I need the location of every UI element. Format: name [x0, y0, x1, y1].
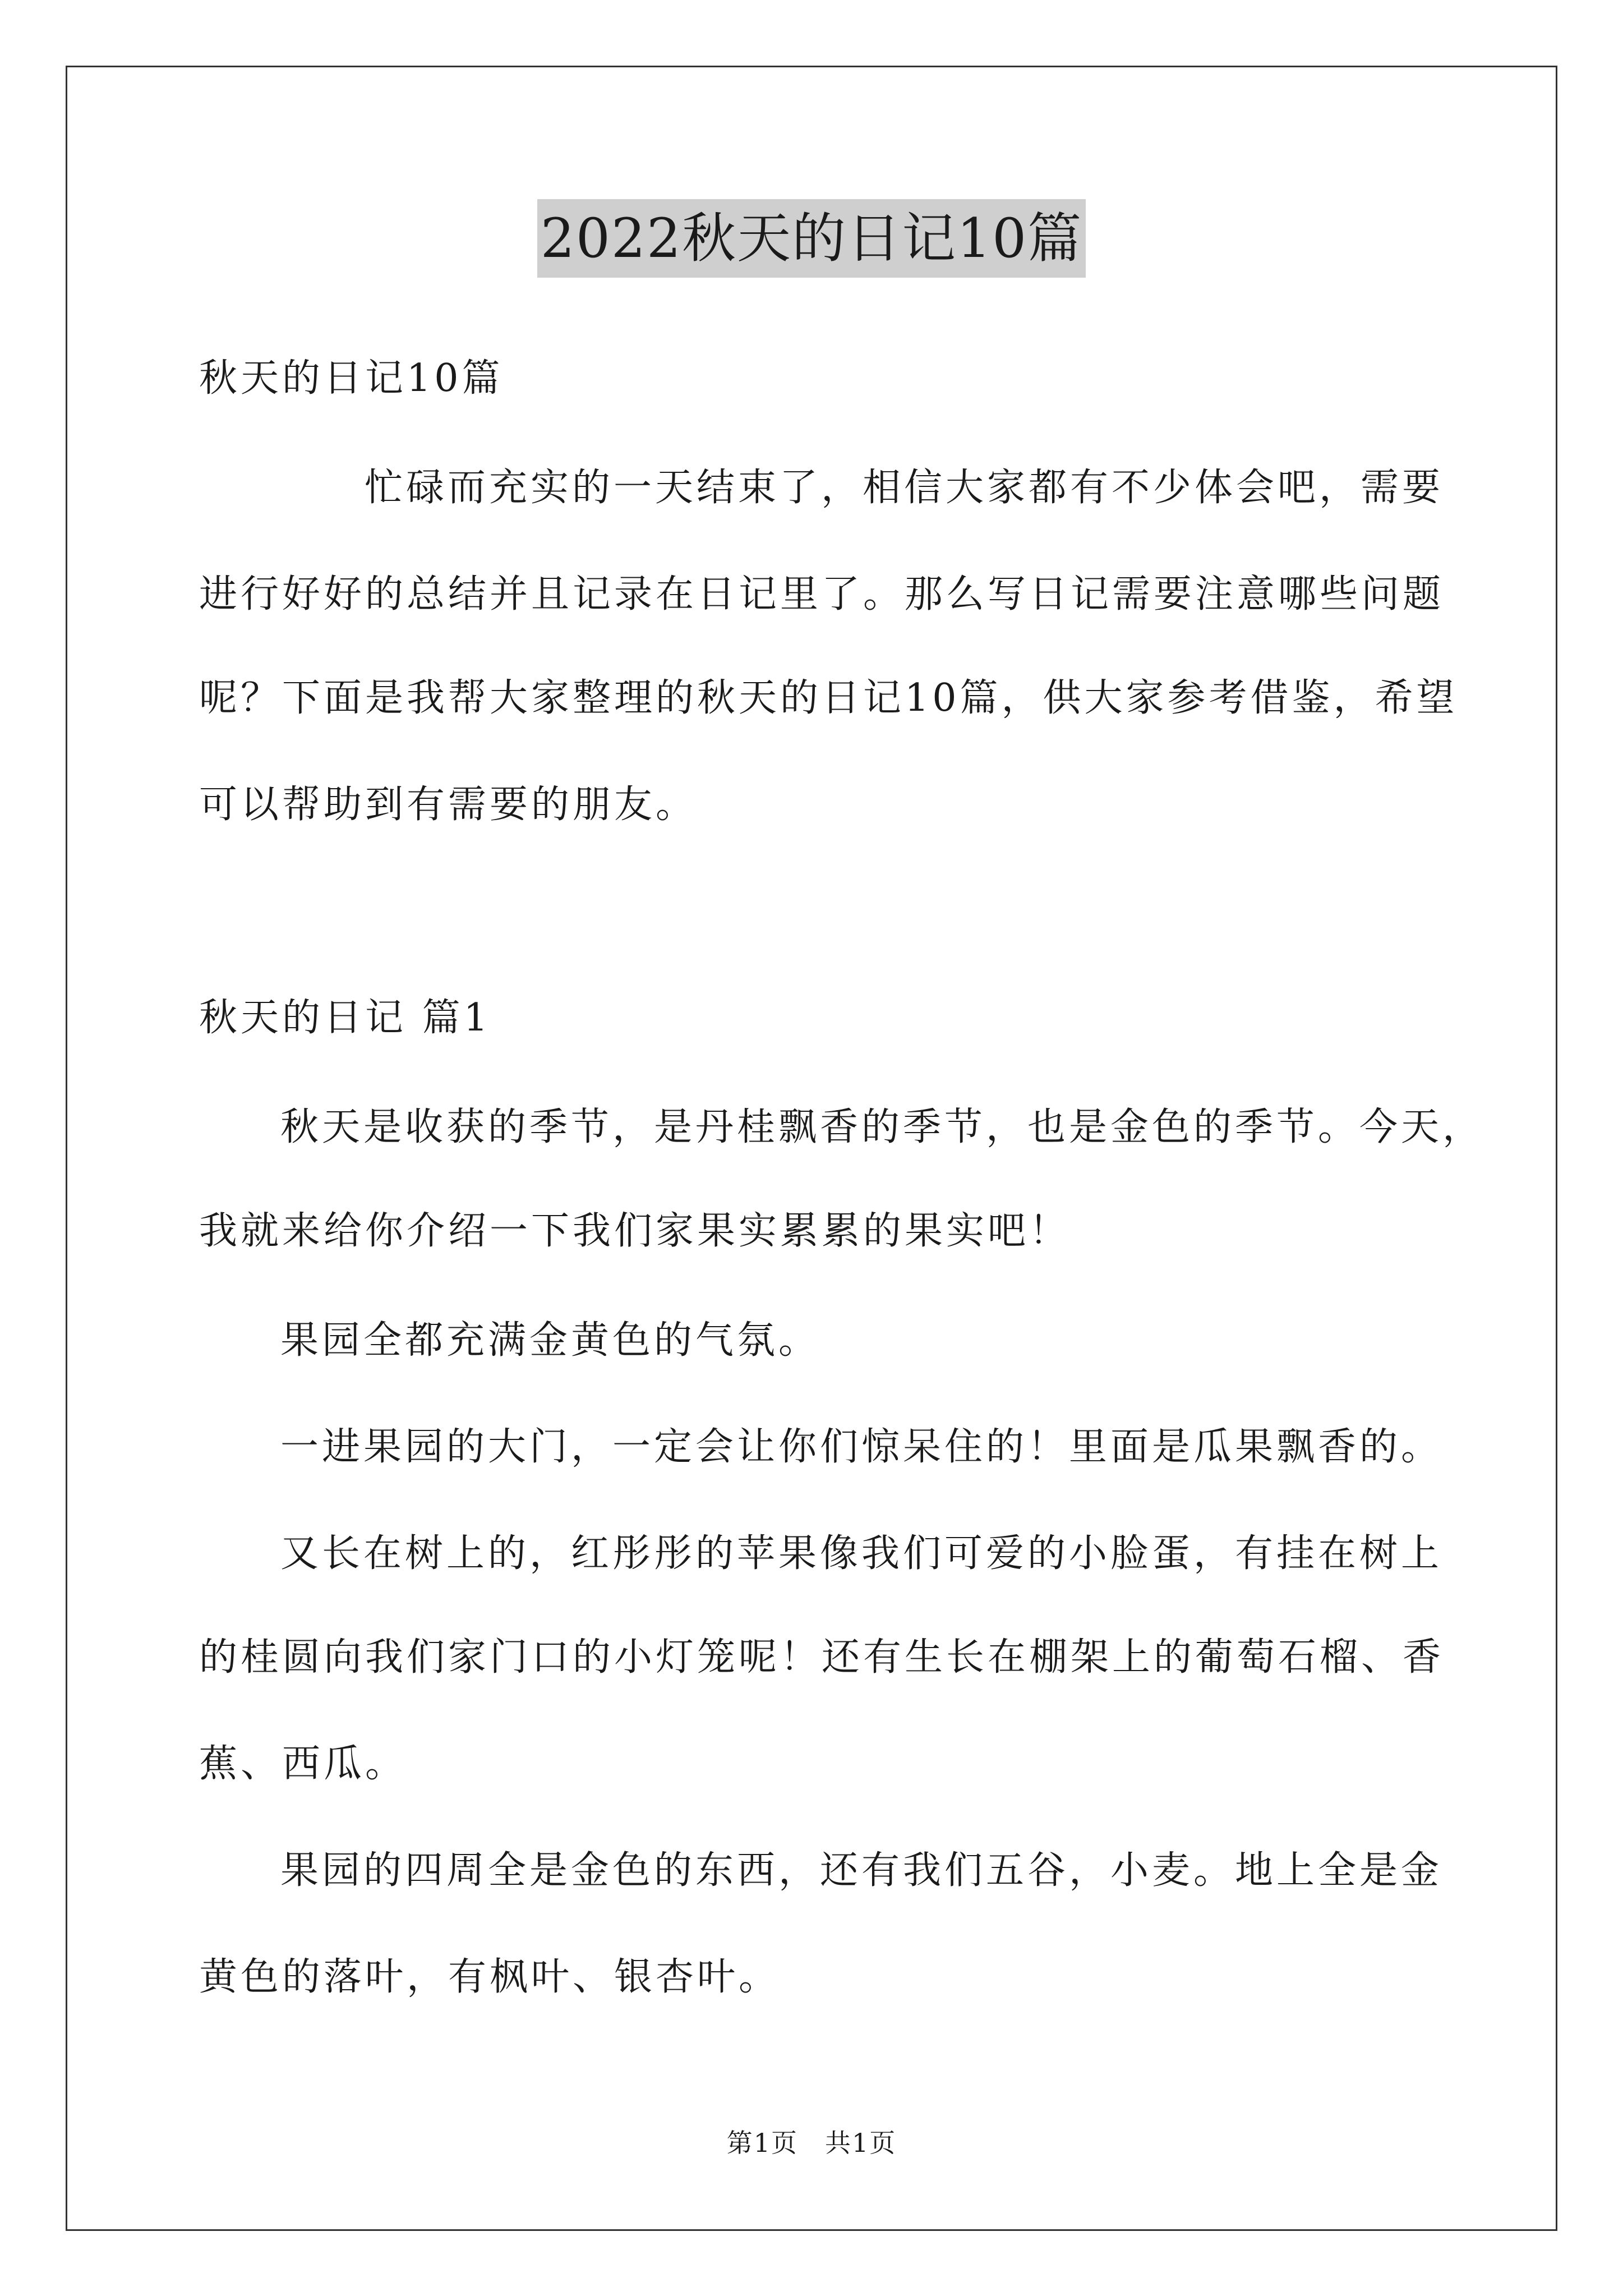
- section-heading: 秋天的日记 篇1: [199, 996, 491, 1040]
- subtitle: 秋天的日记10篇: [199, 356, 504, 401]
- paragraph-2-line-1: 果园全都充满金黄色的气氛。: [280, 1318, 820, 1363]
- intro-line-2: 进行好好的总结并且记录在日记里了。那么写日记需要注意哪些问题: [199, 572, 1445, 616]
- paragraph-5-line-2: 黄色的落叶，有枫叶、银杏叶。: [199, 1955, 781, 1999]
- document-title: 2022秋天的日记10篇: [537, 199, 1086, 278]
- paragraph-1-line-1: 秋天是收获的季节，是丹桂飘香的季节，也是金色的季节。今天，: [280, 1105, 1484, 1149]
- title-container: [0, 199, 1623, 278]
- intro-line-1: 忙碌而充实的一天结束了，相信大家都有不少体会吧，需要: [365, 466, 1444, 510]
- intro-line-3: 呢？下面是我帮大家整理的秋天的日记10篇，供大家参考借鉴，希望: [199, 676, 1458, 720]
- paragraph-4-line-3: 蕉、西瓜。: [199, 1742, 407, 1786]
- paragraph-1-line-2: 我就来给你介绍一下我们家果实累累的果实吧！: [199, 1209, 1071, 1253]
- page-footer: 第1页 共1页: [726, 2128, 897, 2158]
- paragraph-3-line-1: 一进果园的大门，一定会让你们惊呆住的！里面是瓜果飘香的。: [280, 1425, 1443, 1469]
- paragraph-5-line-1: 果园的四周全是金色的东西，还有我们五谷，小麦。地上全是金: [280, 1848, 1443, 1893]
- paragraph-4-line-2: 的桂圆向我们家门口的小灯笼呢！还有生长在棚架上的葡萄石榴、香: [199, 1635, 1445, 1680]
- paragraph-4-line-1: 又长在树上的，红彤彤的苹果像我们可爱的小脸蛋，有挂在树上: [280, 1531, 1443, 1576]
- intro-line-4: 可以帮助到有需要的朋友。: [199, 783, 698, 827]
